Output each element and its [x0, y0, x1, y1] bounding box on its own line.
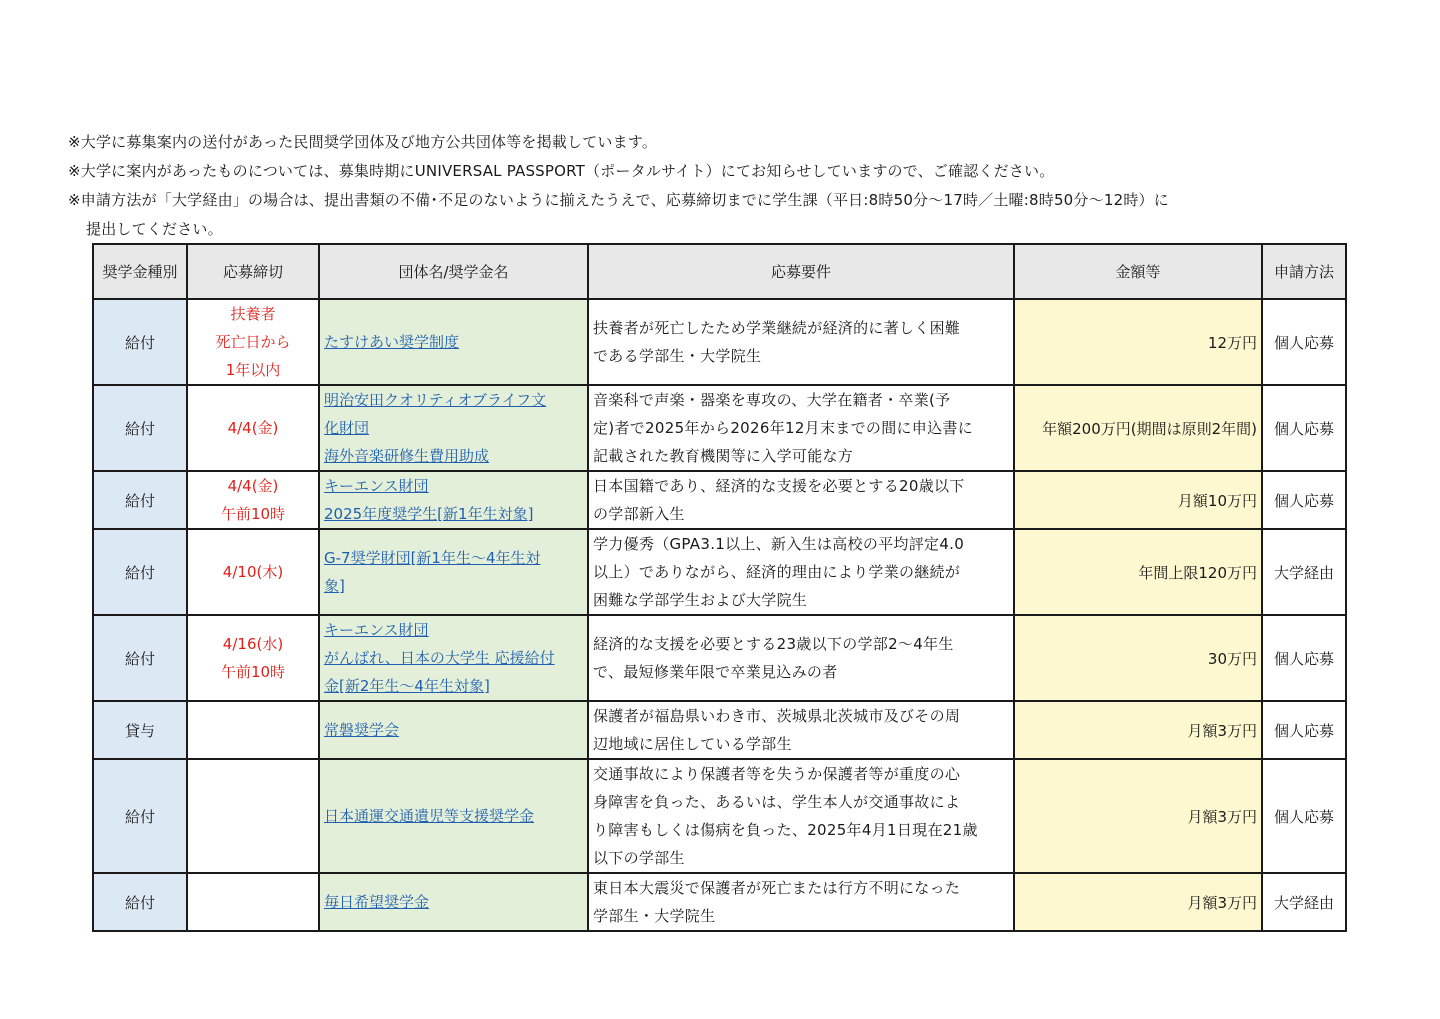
scholarship-link[interactable]: 象] [324, 577, 345, 595]
requirements-line: 東日本大震災で保護者が死亡または行方不明になった [593, 879, 961, 897]
deadline-line: 4/4(金) [227, 419, 279, 437]
deadline-line: 午前10時 [220, 663, 286, 681]
requirements-line: 定)者で2025年から2026年12月末までの間に申込書に [593, 419, 973, 437]
notice-text [68, 128, 1368, 244]
table-header-row [93, 244, 1346, 299]
requirements-line: 辺地域に居住している学部生 [593, 735, 792, 753]
deadline-cell [187, 701, 319, 759]
deadline-cell [187, 529, 319, 615]
org-cell [319, 299, 588, 385]
header-method: 申請方法 [1262, 244, 1346, 299]
requirements-line: である学部生・大学院生 [593, 347, 762, 365]
amount-cell: 月額10万円 [1014, 471, 1262, 529]
scholarship-link[interactable]: 明治安田クオリティオブライフ文 [324, 391, 547, 409]
method-cell: 個人応募 [1262, 615, 1346, 701]
requirements-line: 記載された教育機関等に入学可能な方 [593, 447, 854, 465]
requirements-line: 身障害を負った、あるいは、学生本人が交通事故によ [593, 793, 961, 811]
scholarship-link[interactable]: たすけあい奨学制度 [324, 333, 460, 351]
requirements-line: り障害もしくは傷病を負った、2025年4月1日現在21歳 [593, 821, 978, 839]
method-cell: 個人応募 [1262, 759, 1346, 873]
kind-cell: 給付 [93, 759, 187, 873]
amount-cell: 月額3万円 [1014, 759, 1262, 873]
scholarship-link[interactable]: がんばれ、日本の大学生 応援給付 [324, 649, 555, 667]
deadline-line: 1年以内 [225, 361, 281, 379]
table-row [93, 385, 1346, 471]
scholarship-link[interactable]: 化財団 [324, 419, 370, 437]
requirements-line: 扶養者が死亡したため学業継続が経済的に著しく困難 [593, 319, 961, 337]
table-row [93, 471, 1346, 529]
requirements-cell [588, 701, 1014, 759]
requirements-cell [588, 471, 1014, 529]
deadline-line: 4/16(水) [222, 635, 284, 653]
scholarship-link[interactable]: キーエンス財団 [324, 621, 429, 639]
header-deadline: 応募締切 [187, 244, 319, 299]
amount-cell: 年間上限120万円 [1014, 529, 1262, 615]
amount-cell: 月額3万円 [1014, 873, 1262, 931]
scholarship-table [92, 243, 1347, 932]
kind-cell: 給付 [93, 529, 187, 615]
org-cell [319, 615, 588, 701]
amount-cell: 12万円 [1014, 299, 1262, 385]
notice-line: ※申請方法が「大学経由」の場合は、提出書類の不備･不足のないように揃えたうえで、応募締切までに学生課（平日:8時50分～17時／土曜:8時50分～12時）に [68, 191, 1169, 209]
notice-line: ※大学に募集案内の送付があった民間奨学団体及び地方公共団体等を掲載しています。 [68, 133, 658, 151]
method-cell: 大学経由 [1262, 529, 1346, 615]
deadline-cell [187, 299, 319, 385]
scholarship-link[interactable]: 海外音楽研修生費用助成 [324, 447, 490, 465]
table-row [93, 701, 1346, 759]
kind-cell: 給付 [93, 299, 187, 385]
requirements-line: 以上）でありながら、経済的理由により学業の継続が [593, 563, 961, 581]
org-cell [319, 471, 588, 529]
scholarship-link[interactable]: 日本通運交通遺児等支援奨学金 [324, 807, 535, 825]
deadline-cell [187, 615, 319, 701]
org-cell [319, 529, 588, 615]
deadline-cell [187, 873, 319, 931]
org-cell [319, 385, 588, 471]
requirements-line: 困難な学部学生および大学院生 [593, 591, 808, 609]
scholarship-link[interactable]: 常磐奨学会 [324, 721, 400, 739]
scholarship-link[interactable]: G-7奨学財団[新1年生～4年生対 [324, 549, 541, 567]
scholarship-link[interactable]: 毎日希望奨学金 [324, 893, 430, 911]
requirements-line: 保護者が福島県いわき市、茨城県北茨城市及びその周 [593, 707, 961, 725]
requirements-line: で、最短修業年限で卒業見込みの者 [593, 663, 838, 681]
requirements-cell [588, 759, 1014, 873]
method-cell: 個人応募 [1262, 701, 1346, 759]
method-cell: 個人応募 [1262, 299, 1346, 385]
org-cell [319, 701, 588, 759]
requirements-line: 音楽科で声楽・器楽を専攻の、大学在籍者・卒業(予 [593, 391, 951, 409]
table-row [93, 759, 1346, 873]
notice-line: ※大学に案内があったものについては、募集時期にUNIVERSAL PASSPORT（ポータルサイト）にてお知らせしていますので、ご確認ください。 [68, 162, 1055, 180]
table-row [93, 615, 1346, 701]
amount-cell: 30万円 [1014, 615, 1262, 701]
amount-cell: 年額200万円(期間は原則2年間) [1014, 385, 1262, 471]
header-org: 団体名/奨学金名 [319, 244, 588, 299]
header-kind: 奨学金種別 [93, 244, 187, 299]
deadline-line: 扶養者 [230, 305, 276, 323]
table-row [93, 299, 1346, 385]
kind-cell: 給付 [93, 471, 187, 529]
requirements-line: 日本国籍であり、経済的な支援を必要とする20歳以下 [593, 477, 965, 495]
requirements-line: 学力優秀（GPA3.1以上、新入生は高校の平均評定4.0 [593, 535, 965, 553]
deadline-cell [187, 759, 319, 873]
org-cell [319, 759, 588, 873]
scholarship-link[interactable]: 金[新2年生～4年生対象] [324, 677, 490, 695]
table-body [93, 299, 1346, 931]
amount-cell: 月額3万円 [1014, 701, 1262, 759]
deadline-line: 午前10時 [220, 505, 286, 523]
table-row [93, 873, 1346, 931]
org-cell [319, 873, 588, 931]
method-cell: 大学経由 [1262, 873, 1346, 931]
requirements-cell [588, 615, 1014, 701]
kind-cell: 貸与 [93, 701, 187, 759]
header-requirements: 応募要件 [588, 244, 1014, 299]
kind-cell: 給付 [93, 873, 187, 931]
requirements-line: 経済的な支援を必要とする23歳以下の学部2～4年生 [593, 635, 954, 653]
requirements-line: 以下の学部生 [593, 849, 685, 867]
table-row [93, 529, 1346, 615]
deadline-line: 4/10(木) [222, 563, 284, 581]
deadline-cell [187, 385, 319, 471]
requirements-cell [588, 385, 1014, 471]
scholarship-link[interactable]: 2025年度奨学生[新1年生対象] [324, 505, 534, 523]
requirements-line: 学部生・大学院生 [593, 907, 716, 925]
deadline-line: 死亡日から [215, 333, 291, 351]
kind-cell: 給付 [93, 385, 187, 471]
method-cell: 個人応募 [1262, 471, 1346, 529]
requirements-cell [588, 873, 1014, 931]
requirements-cell [588, 299, 1014, 385]
requirements-line: 交通事故により保護者等を失うか保護者等が重度の心 [593, 765, 961, 783]
requirements-line: の学部新入生 [593, 505, 685, 523]
deadline-cell [187, 471, 319, 529]
notice-line: 提出してください。 [86, 220, 223, 238]
scholarship-link[interactable]: キーエンス財団 [324, 477, 429, 495]
kind-cell: 給付 [93, 615, 187, 701]
deadline-line: 4/4(金) [227, 477, 279, 495]
header-amount: 金額等 [1014, 244, 1262, 299]
method-cell: 個人応募 [1262, 385, 1346, 471]
requirements-cell [588, 529, 1014, 615]
